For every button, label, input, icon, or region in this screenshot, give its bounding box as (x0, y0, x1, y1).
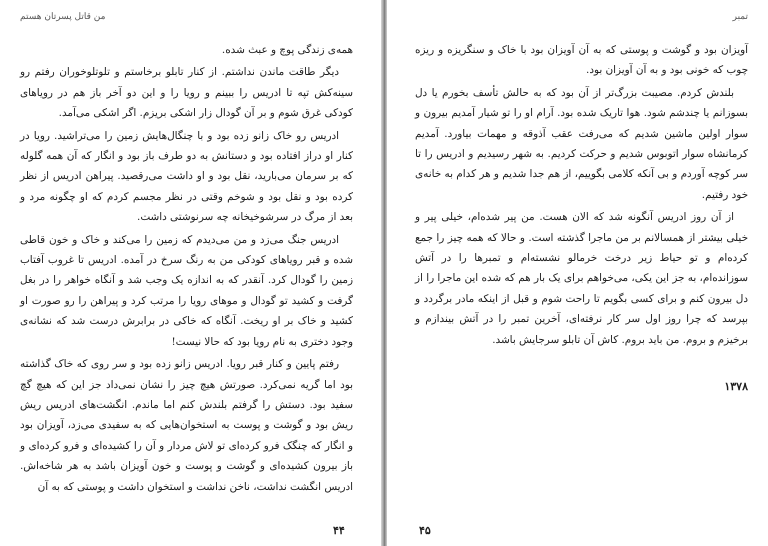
paragraph: دیگر طاقت ماندن نداشتم. از کنار تابلو برخاستم و تلوتلوخوران رفتم رو سینه‌کش تپه تا ادریس را ببینم و رویا را و این دو آخر باز هم در رویاهای کودکی غرق شوم و بر آن گودال زار اشکی بریزم. اگر اشکی می‌آمد. (20, 66, 353, 120)
paragraph: رفتم پایین و کنار قبر رویا. ادریس زانو زده بود و سر روی که خاک گذاشته بود اما گریه نمی‌کرد. صورتش هیچ چیز را نشان نمی‌داد جز این که هیچ گچ سفید بود. دستش را گرفتم بلندش کنم اما ماندم. انگشت‌های ادریس ریش ریش بود و گوشت و پوست به استخوان‌هایی که به سفیدی می‌زد، آویزان بود و انگار که چنگک فرو کرده‌ای تو لاش مردار و آن را کشیده‌ای و فرو کرده‌ای و باز بیرون کشیده‌ای و گوشت و پوست و خون آویزان باشد به هر شاخه‌اش. ادریس انگشت نداشت، ناخن نداشت و استخوان داشت و پوستی که به آن (20, 358, 353, 493)
left-page-body (20, 40, 353, 499)
paragraph: از آن روز ادریس آنگونه شد که الان هست. من پیر شده‌ام، خیلی پیر و خیلی بیشتر از همسالانم بر من ماجرا گذشته است. و حالا که همه چیز را جمع کرده‌ام و تو حیاط زیر درخت خرمالو نشسته‌ام و تمبرها را در آتش سوزانده‌ام، به جز این یکی، می‌خواهم برای یک بار هم که شده این ماجرا را از دل بیرون کنم و برای کسی بگویم تا راحت شوم و قبل از اینکه مادر برگردد و بپرسد که چرا روز اول سر کار نرفته‌ای، آخرین تمبر را در آتش بیندازم و برخیزم و بروم. من باید بروم. کاش آن تابلو سرجایش باشد. (415, 211, 748, 346)
paragraph: ادریس جنگ می‌زد و من می‌دیدم که زمین را می‌کند و خاک و خون قاطی شده و قبر رویاهای کودکی من به رنگ سرخ در آمده. ادریس تا غروب آفتاب زمین را گودال کرد. آنقدر که به اندازه یک وجب شد و آنگاه خواهر را در بغل گرفت و کشید تو گودال و موهای رویا را مرتب کرد و پیراهن را رو صورت او کشید و خاک بر او ریخت. آنگاه که خاکی در برابرش درست شد که نشانه‌ی وجود دختری به نام رویا بود که حالا نیست! (20, 233, 353, 348)
left-page (0, 0, 381, 546)
running-header: تمبر (732, 12, 748, 22)
page-number: ۴۵ (419, 524, 431, 537)
paragraph: بلندش کردم. مصیبت بزرگ‌تر از آن بود که به حالش تأسف بخورم یا دل بسوزانم یا چندشم شود. هوا تاریک شده بود. آرام او را تو شیار آمدیم بیرون و سوار اولین ماشین شدیم که می‌رفت عقب آذوقه و مهمات بیاورد. آمدیم کرمانشاه سوار اتوبوس شدیم و حرکت کردیم. به شهر رسیدیم و ادریس را تا سر کوچه آوردم و بی آنکه کلامی بگوییم، از هم جدا شدیم و هر کدام به خانه‌ی خود رفتیم. (415, 86, 748, 201)
paragraph: ادریس رو خاک زانو زده بود و با چنگال‌هایش زمین را می‌تراشید. رویا در کنار او دراز افتاده بود و دستانش به دو طرف باز بود و انگار که آن همه گلوله که بر سرمان می‌بارید، نقل بود و او داشت می‌رقصید. پیراهن ادریس از نظر کرده بود و نقل بود و شوخم وقتی در نظر مجسم کردم که او چگونه مرد و بعد از مرگ در سرشوخیخانه چه سرنوشتی داشت. (20, 129, 353, 224)
paragraph: همه‌ی زندگی پوچ و عبث شده. (221, 44, 353, 56)
page-number: ۴۴ (333, 524, 345, 537)
paragraph: آویزان بود و گوشت و پوستی که به آن آویزان بود با خاک و سنگریزه و ریزه چوب که خونی بود و به آن آویزان بود. (415, 44, 748, 77)
right-page-body (415, 40, 748, 352)
running-header: من قاتل پسرتان هستم (20, 12, 106, 22)
year-signature: ۱۳۷۸ (724, 380, 748, 393)
right-page (387, 0, 768, 546)
